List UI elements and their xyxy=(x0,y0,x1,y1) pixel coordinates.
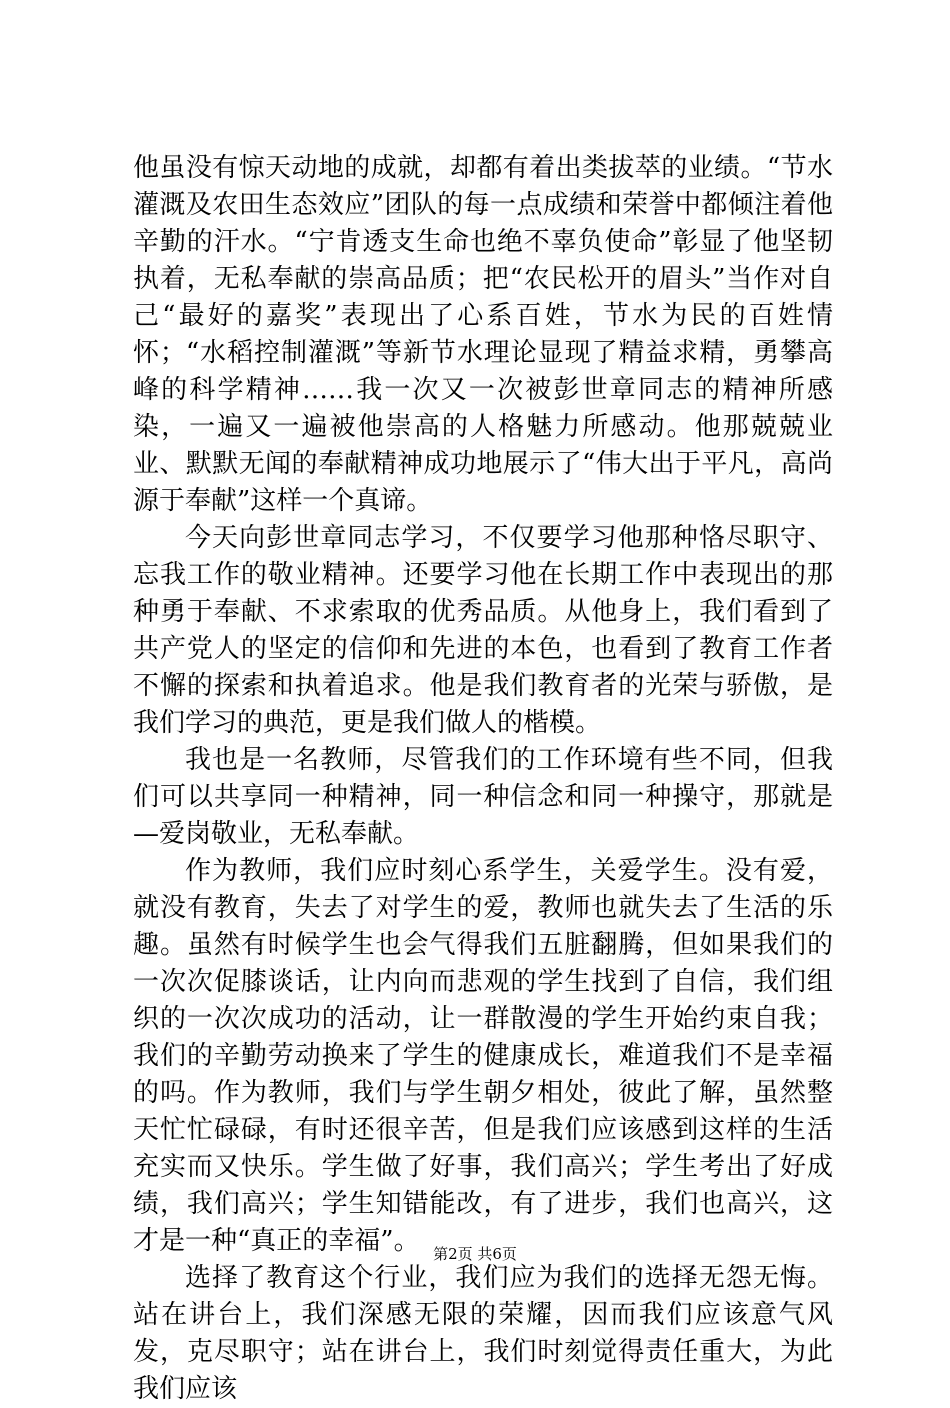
paragraph-3: 我也是一名教师，尽管我们的工作环境有些不同，但我们可以共享同一种精神，同一种信念和同一种操守，那就是—爱岗敬业，无私奉献。 xyxy=(133,745,833,849)
paragraph-2: 今天向彭世章同志学习，不仅要学习他那种恪尽职守、忘我工作的敬业精神。还要学习他在长期工作中表现出的那种勇于奉献、不求索取的优秀品质。从他身上，我们看到了共产党人的坚定的信仰和先进的本色，也看到了教育工作者不懈的探索和执着追求。他是我们教育者的光荣与骄傲，是我们学习的典范，更是我们做人的楷模。 xyxy=(133,523,833,738)
paragraph-5: 选择了教育这个行业，我们应为我们的选择无怨无悔。站在讲台上，我们深感无限的荣耀，因而我们应该意气风发，克尽职守；站在讲台上，我们时刻觉得责任重大，为此我们应该 xyxy=(133,1263,833,1404)
page-number-footer: 第2页 共6页 xyxy=(433,1245,517,1263)
paragraph-4: 作为教师，我们应时刻心系学生，关爱学生。没有爱，就没有教育，失去了对学生的爱，教师也就失去了生活的乐趣。虽然有时候学生也会气得我们五脏翻腾，但如果我们的一次次促膝谈话，让内向而悲观的学生找到了自信，我们组织的一次次成功的活动，让一群散漫的学生开始约束自我；我们的辛勤劳动换来了学生的健康成长，难道我们不是幸福的吗。作为教师，我们与学生朝夕相处，彼此了解，虽然整天忙忙碌碌，有时还很辛苦，但是我们应该感到这样的生活充实而又快乐。学生做了好事，我们高兴；学生考出了好成绩，我们高兴；学生知错能改，有了进步，我们也高兴，这才是一种“真正的幸福”。 xyxy=(133,856,833,1256)
paragraph-1: 他虽没有惊天动地的成就，却都有着出类拔萃的业绩。“节水灌溉及农田生态效应”团队的每一点成绩和荣誉中都倾注着他辛勤的汗水。“宁肯透支生命也绝不辜负使命”彰显了他坚韧执着，无私奉献的崇高品质；把“农民松开的眉头”当作对自己“最好的嘉奖”表现出了心系百姓，节水为民的百姓情怀；“水稻控制灌溉”等新节水理论显现了精益求精，勇攀高峰的科学精神……我一次又一次被彭世章同志的精神所感染，一遍又一遍被他崇高的人格魅力所感动。他那兢兢业业、默默无闻的奉献精神成功地展示了“伟大出于平凡，高尚源于奉献”这样一个真谛。 xyxy=(133,153,833,516)
document-body xyxy=(133,150,833,1408)
